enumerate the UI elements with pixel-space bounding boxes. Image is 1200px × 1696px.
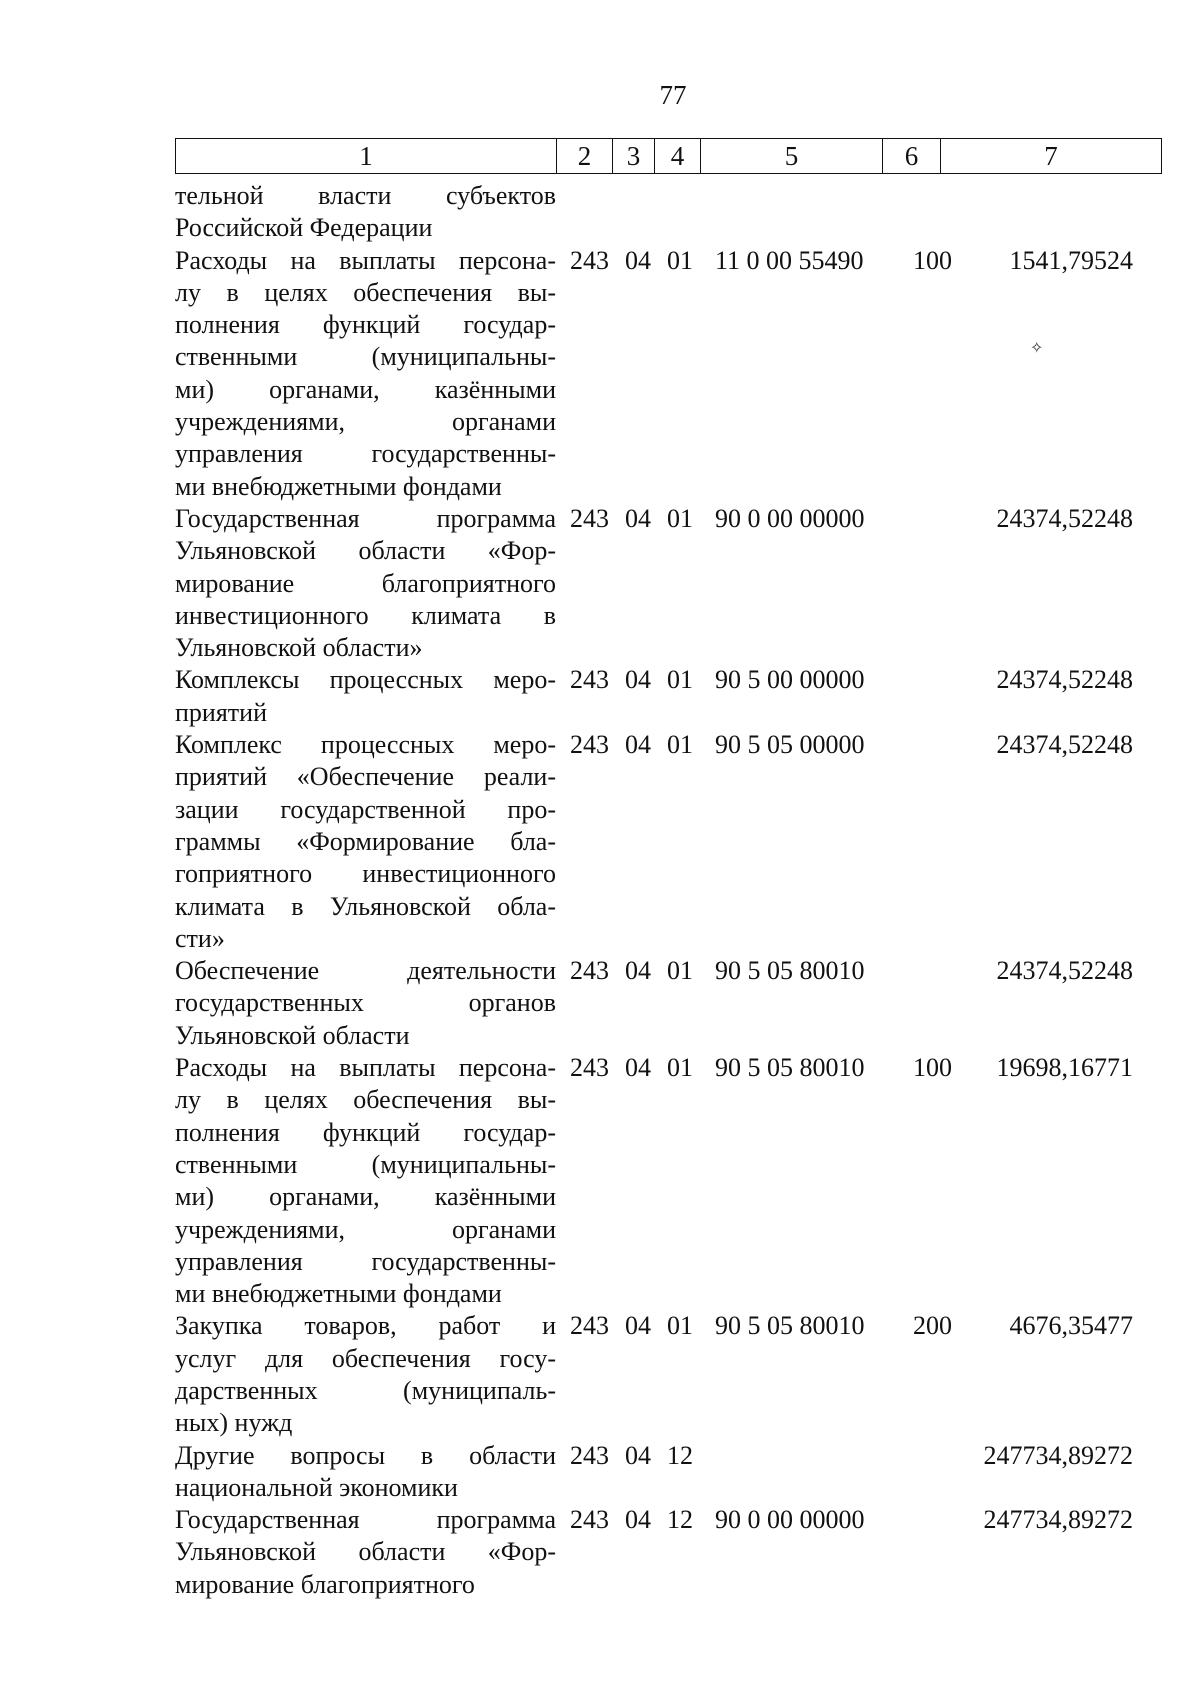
row-name [175,1504,556,1601]
row-name-line: мирование благоприятного [175,568,556,598]
code-expense-type: 100 [913,1053,952,1083]
row-name-line: ственными (муниципальны- [175,1149,556,1179]
code-expense-type: 200 [913,1311,952,1341]
row-name-line: приятий «Обеспечение реали- [175,762,556,792]
row-name [175,245,556,503]
header-col-4: 4 [655,139,701,174]
code-subchapter: 01 [667,245,693,275]
row-name-line: полнения функций государ- [175,310,556,340]
code-chapter: 04 [625,1053,651,1083]
code-section: 243 [570,1505,609,1535]
row-name-line: мирование благоприятного [175,1569,475,1599]
row-codes [556,503,941,664]
table-row [175,180,1161,245]
code-chapter: 04 [625,245,651,275]
code-section: 243 [570,665,609,695]
table-row [175,955,1161,1052]
page-number: 77 [659,80,687,110]
table-row [175,1440,1161,1505]
table-row [175,1310,1161,1439]
row-name-line: граммы «Формирование бла- [175,826,556,856]
row-name-line: зации государственной про- [175,794,556,824]
row-amount: 24374,52248 [996,730,1133,760]
row-name-line: Другие вопросы в области [175,1440,556,1470]
row-name-line: ми внебюджетными фондами [175,1279,502,1309]
code-subchapter: 01 [667,730,693,760]
scan-artifact-mark: ✧ [1030,340,1044,357]
row-name-line: приятий [175,697,267,727]
row-name-line: ми) органами, казёнными [175,1182,556,1212]
row-name-line: тельной власти субъектов [175,181,556,210]
table-row [175,245,1161,503]
code-target-article: 90 5 05 80010 [715,1053,865,1083]
budget-table-body [175,180,1161,1601]
code-subchapter: 01 [667,503,693,533]
row-name-line: дарственных (муниципаль- [175,1375,556,1405]
table-row [175,664,1161,729]
header-row [176,139,1162,174]
row-name-line: Государственная программа [175,1505,556,1535]
row-amount: 4676,35477 [1009,1311,1133,1341]
row-name-line: учреждениями, органами [175,1214,556,1244]
row-name-line: Комплексы процессных меро- [175,665,556,695]
row-name-line: Расходы на выплаты персона- [175,245,556,275]
row-name-line: Расходы на выплаты персона- [175,1053,556,1083]
row-amount: 24374,52248 [996,503,1133,533]
row-name [175,1440,556,1505]
row-name-line: климата в Ульяновской обла- [175,891,556,921]
row-codes [556,1052,952,1310]
row-name [175,955,556,1052]
code-section: 243 [570,1053,609,1083]
row-name-line: Государственная программа [175,503,556,533]
code-target-article: 90 5 05 00000 [715,730,865,760]
code-chapter: 04 [625,730,651,760]
code-chapter: 04 [625,956,651,986]
row-name-line: сти» [175,923,225,953]
row-name-line: Ульяновской области «Фор- [175,1537,556,1567]
code-target-article: 11 0 00 55490 [715,245,864,275]
row-codes [556,1440,941,1505]
code-expense-type: 100 [913,245,952,275]
code-section: 243 [570,1311,609,1341]
row-amount: 247734,89272 [983,1505,1133,1535]
row-codes [556,955,941,1052]
row-name-line: Комплекс процессных меро- [175,730,556,760]
code-chapter: 04 [625,1311,651,1341]
header-col-1: 1 [176,139,557,174]
table-row [175,1504,1161,1601]
row-name-line: услуг для обеспечения госу- [175,1343,556,1373]
row-name-line: инвестиционного климата в [175,600,556,630]
row-name-line: национальной экономики [175,1472,458,1502]
row-name [175,664,556,729]
row-codes [556,245,952,503]
row-name-line: Ульяновской области [175,1020,410,1050]
row-name-line: гоприятного инвестиционного [175,859,556,889]
table-row [175,1052,1161,1310]
row-name-line: ственными (муниципальны- [175,342,556,372]
row-name [175,1310,556,1439]
header-col-5: 5 [701,139,883,174]
row-amount: 19698,16771 [996,1053,1133,1083]
code-section: 243 [570,1440,609,1470]
header-col-7: 7 [941,139,1162,174]
code-section: 243 [570,503,609,533]
code-chapter: 04 [625,665,651,695]
code-chapter: 04 [625,503,651,533]
row-name-line: полнения функций государ- [175,1117,556,1147]
row-name-line: Закупка товаров, работ и [175,1311,556,1341]
row-name-line: лу в целях обеспечения вы- [175,277,556,307]
header-col-3: 3 [613,139,655,174]
table-row [175,503,1161,664]
code-target-article: 90 5 00 00000 [715,665,865,695]
row-codes [556,729,941,955]
row-name [175,1052,556,1310]
table-header [175,138,1162,174]
row-amount: 24374,52248 [996,665,1133,695]
code-section: 243 [570,245,609,275]
row-name-line: управления государственны- [175,439,556,469]
row-amount: 1541,79524 [1009,245,1133,275]
code-subchapter: 01 [667,1053,693,1083]
row-name-line: управления государственны- [175,1246,556,1276]
code-chapter: 04 [625,1440,651,1470]
row-name-line: Российской Федерации [175,213,433,243]
code-section: 243 [570,956,609,986]
row-codes [556,664,941,729]
code-section: 243 [570,730,609,760]
code-target-article: 90 0 00 00000 [715,1505,865,1535]
code-subchapter: 01 [667,665,693,695]
row-name-line: ных) нужд [175,1408,293,1438]
row-name-line: Обеспечение деятельности [175,956,556,986]
row-name-line: ми внебюджетными фондами [175,471,502,501]
row-name-line: ми) органами, казёнными [175,374,556,404]
code-subchapter: 01 [667,1311,693,1341]
row-amount: 247734,89272 [983,1440,1133,1470]
row-amount [941,180,1161,245]
row-codes [556,1310,952,1439]
code-target-article: 90 5 05 80010 [715,956,865,986]
row-name [175,503,556,664]
table-row [175,729,1161,955]
code-subchapter: 01 [667,956,693,986]
row-name-line: лу в целях обеспечения вы- [175,1085,556,1115]
code-target-article: 90 5 05 80010 [715,1311,865,1341]
code-subchapter: 12 [667,1505,693,1535]
header-col-6: 6 [883,139,941,174]
row-codes [556,1504,941,1601]
row-name-line: государственных органов [175,988,556,1018]
code-chapter: 04 [625,1505,651,1535]
row-codes [556,180,941,245]
header-col-2: 2 [557,139,613,174]
row-name-line: Ульяновской области «Фор- [175,536,556,566]
row-amount: 24374,52248 [996,956,1133,986]
row-name [175,180,556,245]
row-name-line: учреждениями, органами [175,407,556,437]
code-subchapter: 12 [667,1440,693,1470]
row-name [175,729,556,955]
code-target-article: 90 0 00 00000 [715,503,865,533]
row-name-line: Ульяновской области» [175,633,423,663]
